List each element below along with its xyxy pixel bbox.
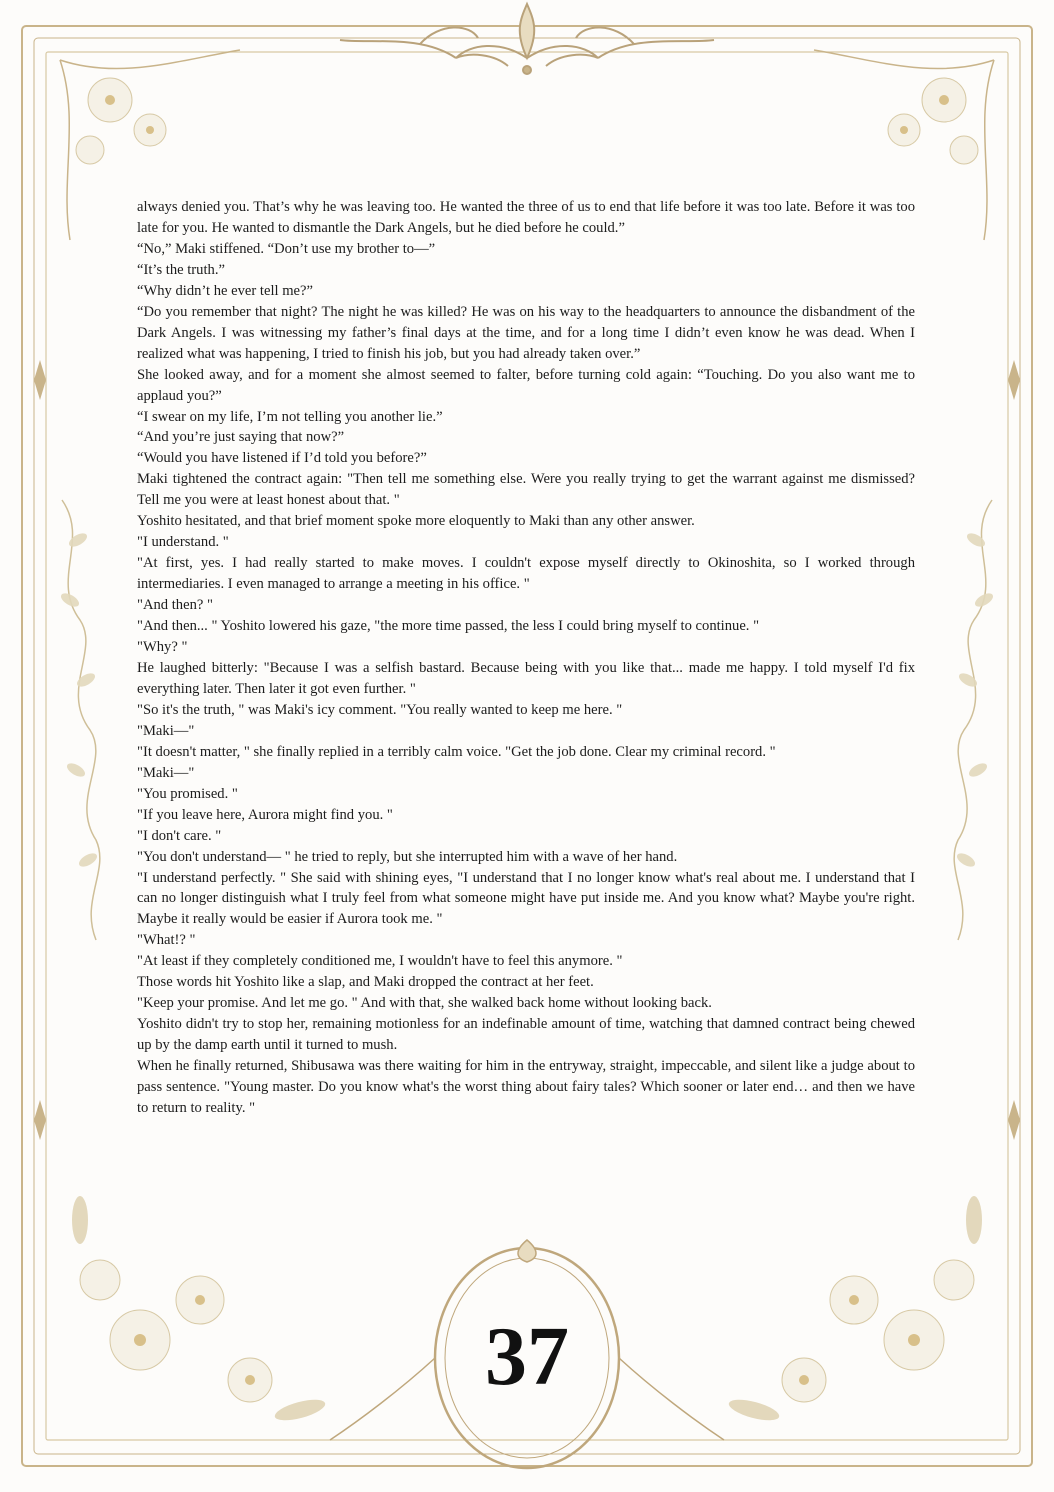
top-fleur-ornament: [340, 4, 714, 74]
page-number: 37: [485, 1310, 569, 1403]
paragraph: "Why? ": [137, 639, 188, 656]
paragraph: "At least if they completely conditioned me, I wouldn't have to feel this anymore. ": [137, 953, 623, 970]
paragraph: "So it's the truth, " was Maki's icy comment. "You really wanted to keep me here. ": [137, 701, 623, 718]
paragraph: "Maki—": [137, 722, 195, 739]
paragraph: “Why didn’t he ever tell me?”: [137, 282, 313, 299]
paragraph: "What!? ": [137, 932, 196, 949]
paragraph: "Keep your promise. And let me go. " And with that, she walked back home without looking back.: [137, 995, 712, 1012]
paragraph: always denied you. That’s why he was leaving too. He wanted the three of us to end that life before it was too late. Before it was too late for you. He wanted to dismantle the Dark Angels, but he died before he could.”: [137, 199, 915, 236]
story-text: [137, 197, 915, 1119]
paragraph: "I don't care. ": [137, 827, 222, 844]
paragraph: “Do you remember that night? The night he was killed? He was on his way to the headquarters to announce the disbandment of the Dark Angels. I was witnessing my father’s final days at the time, and for a long time I didn’t even know he was dead. When I realized what was happening, I tried to finish his job, but you had already taken over.”: [137, 303, 915, 362]
corner-flowers-bottom-right: [727, 1196, 982, 1424]
paragraph: “And you’re just saying that now?”: [137, 429, 345, 446]
paragraph: "It doesn't matter, " she finally replied in a terribly calm voice. "Get the job done. Clear my criminal record. ": [137, 743, 776, 760]
paragraph: "You don't understand— " he tried to reply, but she interrupted him with a wave of her hand.: [137, 848, 678, 865]
paragraph: “I swear on my life, I’m not telling you another lie.”: [137, 408, 443, 425]
paragraph: "You promised. ": [137, 785, 238, 802]
paragraph: He laughed bitterly: "Because I was a selfish bastard. Because being with you like that... made me happy. I told myself I'd fix everything later. Then later it got even further. ": [137, 659, 915, 697]
paragraph: Those words hit Yoshito like a slap, and Maki dropped the contract at her feet.: [137, 974, 594, 991]
paragraph: "I understand. ": [137, 534, 229, 551]
paragraph: “No,” Maki stiffened. “Don’t use my brother to—”: [137, 240, 436, 257]
paragraph: "At first, yes. I had really started to make moves. I couldn't expose myself directly to Okinoshita, so I worked through intermediaries. I even managed to arrange a meeting in his office. ": [137, 555, 915, 593]
paragraph: Yoshito hesitated, and that brief moment spoke more eloquently to Maki than any other answer.: [137, 513, 695, 530]
paragraph: “It’s the truth.”: [137, 261, 225, 278]
paragraph: "I understand perfectly. " She said with shining eyes, "I understand that I no longer know what's real about me. I understand that I can no longer distinguish what I truly feel from what someone might have put inside me. And you know what? Maybe you're right. Maybe it really would be easier if Aurora took me. ": [137, 869, 915, 928]
paragraph: "Maki—": [137, 764, 195, 781]
paragraph: “Would you have listened if I’d told you before?”: [137, 450, 427, 467]
paragraph: "If you leave here, Aurora might find you. ": [137, 806, 393, 823]
paragraph: "And then? ": [137, 597, 213, 614]
paragraph: Yoshito didn't try to stop her, remaining motionless for an indefinable amount of time, watching that damned contract being chewed up by the damp earth until it turned to mush.: [137, 1016, 915, 1054]
paragraph: "And then... " Yoshito lowered his gaze, "the more time passed, the less I could bring myself to continue. ": [137, 618, 760, 635]
paragraph: When he finally returned, Shibusawa was there waiting for him in the entryway, straight, impeccable, and silent like a judge about to pass sentence. "Young master. Do you know what's the worst thing about fairy tales? Which sooner or later end… and then we have to return to reality. ": [137, 1058, 915, 1116]
paragraph: Maki tightened the contract again: "Then tell me something else. Were you really trying to get the warrant against me dismissed? Tell me you were at least honest about that. ": [137, 471, 915, 509]
paragraph: She looked away, and for a moment she almost seemed to falter, before turning cold again: “Touching. Do you also want me to applaud you?”: [137, 366, 915, 404]
corner-flowers-bottom-left: [72, 1196, 327, 1424]
